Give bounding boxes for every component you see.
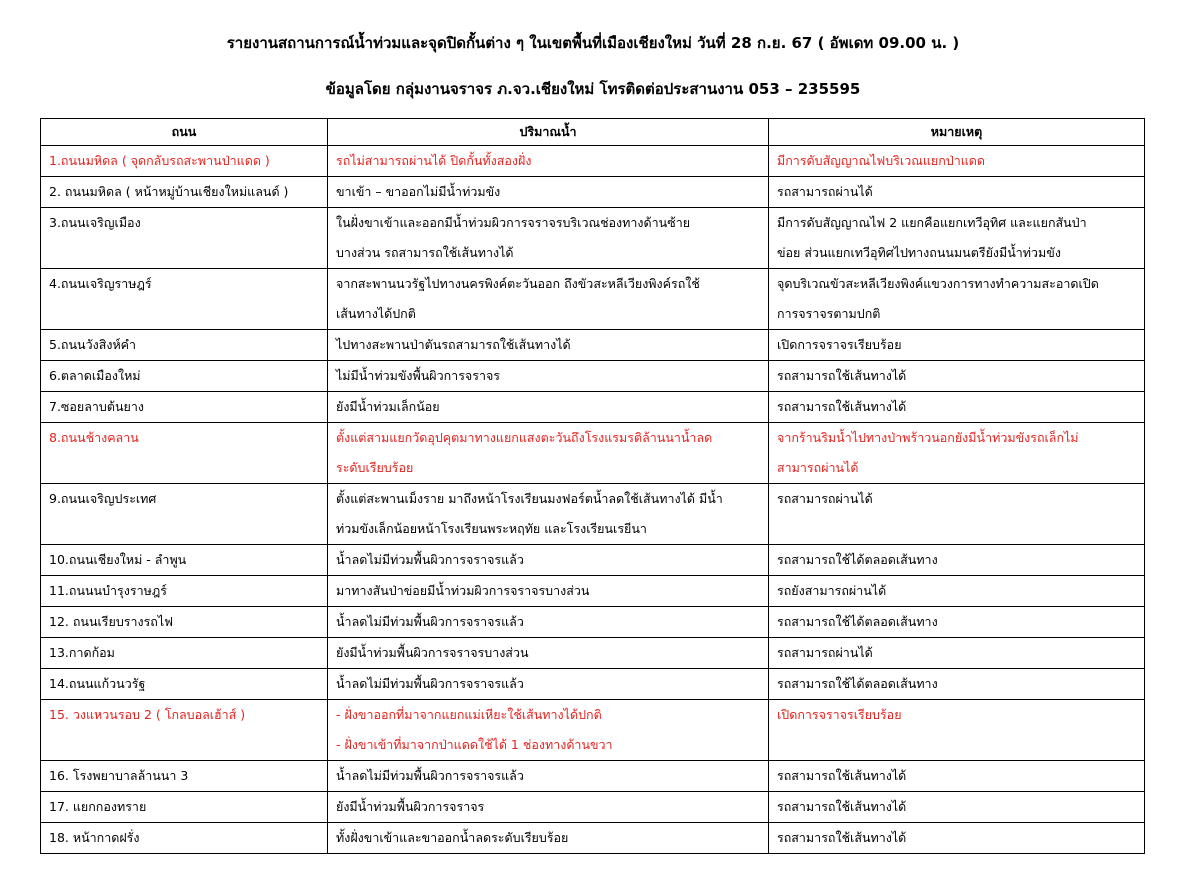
road-name: 3.ถนนเจริญเมือง [49,215,141,230]
remark-text: รถสามารถใช้เส้นทางได้ [777,768,907,783]
remark-text: รถสามารถใช้เส้นทางได้ [777,830,907,845]
road-name: 5.ถนนวังสิงห์คำ [49,337,137,352]
table-row [41,146,1145,177]
remark-text: เปิดการจราจรเรียบร้อย [777,707,902,722]
remark-cell [769,761,1145,792]
water-level-text: ระดับเรียบร้อย [336,460,414,475]
road-cell [41,700,328,761]
road-cell [41,823,328,854]
remark-text: รถสามารถใช้เส้นทางได้ [777,368,907,383]
road-name: 16. โรงพยาบาลล้านนา 3 [49,768,189,783]
water-level-cell [328,423,769,484]
remark-text: รถสามารถผ่านได้ [777,184,873,199]
remark-text: รถยังสามารถผ่านได้ [777,583,887,598]
water-level-text: ไม่มีน้ำท่วมขังพื้นผิวการจราจร [336,368,501,383]
road-cell [41,576,328,607]
remark-text: การจราจรตามปกติ [777,306,881,321]
road-cell [41,484,328,545]
road-name: 10.ถนนเชียงใหม่ - ลำพูน [49,552,187,567]
water-level-cell [328,761,769,792]
water-level-text: ยังมีน้ำท่วมพื้นผิวการจราจร [336,799,485,814]
table-row [41,792,1145,823]
water-level-text: ตั้งแต่สามแยกวัดอุปคุตมาทางแยกแสงตะวันถึงโรงแรมรติล้านนาน้ำลด [336,430,713,445]
road-name: 9.ถนนเจริญประเทศ [49,491,157,506]
road-cell [41,208,328,269]
road-name: 11.ถนนนบำรุงราษฎร์ [49,583,167,598]
water-level-text: ท่วมขังเล็กน้อยหน้าโรงเรียนพระหฤทัย และโรงเรียนเรยีนา [336,521,647,536]
remark-cell [769,638,1145,669]
flood-report-table [40,118,1145,854]
road-cell [41,607,328,638]
table-row [41,545,1145,576]
table-row [41,669,1145,700]
water-level-cell [328,484,769,545]
water-level-text: น้ำลดไม่มีท่วมพื้นผิวการจราจรแล้ว [336,768,524,783]
road-name: 17. แยกกองทราย [49,799,147,814]
remark-cell [769,484,1145,545]
water-level-cell [328,392,769,423]
water-level-cell [328,823,769,854]
table-row [41,392,1145,423]
water-level-cell [328,269,769,330]
water-level-cell [328,545,769,576]
remark-text: ข่อย ส่วนแยกเทวีอุทิศไปทางถนนมนตรียังมีน้ำท่วมขัง [777,245,1061,260]
road-cell [41,638,328,669]
water-level-text: น้ำลดไม่มีท่วมพื้นผิวการจราจรแล้ว [336,614,524,629]
water-level-text: รถไม่สามารถผ่านได้ ปิดกั้นทั้งสองฝั่ง [336,153,532,168]
column-header-remark: หมายเหตุ [769,119,1145,146]
remark-text: รถสามารถใช้ได้ตลอดเส้นทาง [777,676,938,691]
road-name: 13.กาดก้อม [49,645,115,660]
remark-cell [769,823,1145,854]
water-level-text: เส้นทางได้ปกติ [336,306,416,321]
water-level-cell [328,361,769,392]
water-level-cell [328,208,769,269]
remark-cell [769,607,1145,638]
remark-text: มีการดับสัญญาณไฟบริเวณแยกป่าแดด [777,153,986,168]
remark-text: เปิดการจราจรเรียบร้อย [777,337,902,352]
water-level-cell [328,330,769,361]
remark-cell [769,208,1145,269]
road-cell [41,269,328,330]
remark-text: รถสามารถผ่านได้ [777,491,873,506]
remark-cell [769,361,1145,392]
water-level-cell [328,177,769,208]
road-cell [41,330,328,361]
water-level-text: ทั้งฝั่งขาเข้าและขาออกน้ำลดระดับเรียบร้อย [336,830,569,845]
remark-text: รถสามารถใช้เส้นทางได้ [777,799,907,814]
remark-cell [769,146,1145,177]
remark-text: จากร้านริมน้ำไปทางป่าพร้าวนอกยังมีน้ำท่วมขังรถเล็กไม่ [777,430,1079,445]
water-level-text: ขาเข้า – ขาออกไม่มีน้ำท่วมขัง [336,184,501,199]
remark-text: รถสามารถใช้ได้ตลอดเส้นทาง [777,614,938,629]
table-row [41,761,1145,792]
column-header-road: ถนน [41,119,328,146]
table-row [41,700,1145,761]
remark-cell [769,269,1145,330]
remark-cell [769,392,1145,423]
table-row [41,576,1145,607]
road-name: 14.ถนนแก้วนวรัฐ [49,676,146,691]
road-name: 1.ถนนมหิดล ( จุดกลับรถสะพานป่าแดด ) [49,153,270,168]
remark-cell [769,423,1145,484]
water-level-cell [328,576,769,607]
water-level-text: น้ำลดไม่มีท่วมพื้นผิวการจราจรแล้ว [336,552,524,567]
remark-cell [769,669,1145,700]
report-title: รายงานสถานการณ์น้ำท่วมและจุดปิดกั้นต่าง ๆ ในเขตพื้นที่เมืองเชียงใหม่ วันที่ 28 ก.ย. 67 ( อัพเดท 09.00 น. ) [226,34,960,52]
water-level-text: บางส่วน รถสามารถใช้เส้นทางได้ [336,245,514,260]
remark-cell [769,330,1145,361]
remark-cell [769,792,1145,823]
table-row [41,823,1145,854]
road-cell [41,177,328,208]
road-cell [41,146,328,177]
water-level-text: มาทางสันป่าข่อยมีน้ำท่วมผิวการจราจรบางส่วน [336,583,590,598]
column-header-water-level: ปริมาณน้ำ [328,119,769,146]
remark-text: สามารถผ่านได้ [777,460,859,475]
road-cell [41,423,328,484]
remark-cell [769,177,1145,208]
water-level-text: จากสะพานนวรัฐไปทางนครพิงค์ตะวันออก ถึงขัวสะหลีเวียงพิงค์รถใช้ [336,276,700,291]
road-name: 18. หน้ากาดฝรั่ง [49,830,140,845]
road-cell [41,545,328,576]
table-row [41,638,1145,669]
table-row [41,330,1145,361]
road-name: 8.ถนนช้างคลาน [49,430,139,445]
remark-cell [769,545,1145,576]
table-row [41,208,1145,269]
remark-text: จุดบริเวณขัวสะหลีเวียงพิงค์แขวงการทางทำความสะอาดเปิด [777,276,1099,291]
report-subtitle: ข้อมูลโดย กลุ่มงานจราจร ภ.จว.เชียงใหม่ โทรติดต่อประสานงาน 053 – 235595 [325,80,861,98]
road-cell [41,669,328,700]
table-row [41,607,1145,638]
road-name: 4.ถนนเจริญราษฎร์ [49,276,152,291]
water-level-cell [328,607,769,638]
water-level-text: ตั้งแต่สะพานเม็งราย มาถึงหน้าโรงเรียนมงฟอร์ตน้ำลดใช้เส้นทางได้ มีน้ำ [336,491,723,506]
water-level-text: - ฝั่งขาเข้าที่มาจากป่าแดดใช้ได้ 1 ช่องทางด้านขวา [336,737,613,752]
road-cell [41,392,328,423]
remark-cell [769,576,1145,607]
remark-text: รถสามารถใช้เส้นทางได้ [777,399,907,414]
road-name: 12. ถนนเรียบรางรถไฟ [49,614,174,629]
table-row [41,484,1145,545]
remark-text: มีการดับสัญญาณไฟ 2 แยกคือแยกเทวีอุทิศ และแยกสันป่า [777,215,1087,230]
water-level-cell [328,669,769,700]
table-row [41,269,1145,330]
table-row [41,361,1145,392]
water-level-cell [328,700,769,761]
table-body [41,146,1145,854]
road-cell [41,361,328,392]
water-level-text: ยังมีน้ำท่วมพื้นผิวการจราจรบางส่วน [336,645,529,660]
water-level-text: น้ำลดไม่มีท่วมพื้นผิวการจราจรแล้ว [336,676,524,691]
water-level-text: - ฝั่งขาออกที่มาจากแยกแม่เหียะใช้เส้นทางได้ปกติ [336,707,602,722]
road-cell [41,792,328,823]
water-level-cell [328,146,769,177]
table-row [41,177,1145,208]
road-cell [41,761,328,792]
road-name: 6.ตลาดเมืองใหม่ [49,368,141,383]
table-header-row [41,119,1145,146]
remark-text: รถสามารถผ่านได้ [777,645,873,660]
water-level-text: ไปทางสะพานป่าตันรถสามารถใช้เส้นทางได้ [336,337,571,352]
water-level-text: ในฝั่งขาเข้าและออกมีน้ำท่วมผิวการจราจรบริเวณช่องทางด้านซ้าย [336,215,691,230]
road-name: 2. ถนนมหิดล ( หน้าหมู่บ้านเชียงใหม่แลนด์ ) [49,184,289,199]
remark-text: รถสามารถใช้ได้ตลอดเส้นทาง [777,552,938,567]
water-level-cell [328,638,769,669]
remark-cell [769,700,1145,761]
table-row [41,423,1145,484]
water-level-cell [328,792,769,823]
road-name: 15. วงแหวนรอบ 2 ( โกลบอลเฮ้าส์ ) [49,707,246,722]
water-level-text: ยังมีน้ำท่วมเล็กน้อย [336,399,440,414]
road-name: 7.ซอยลาบต้นยาง [49,399,144,414]
